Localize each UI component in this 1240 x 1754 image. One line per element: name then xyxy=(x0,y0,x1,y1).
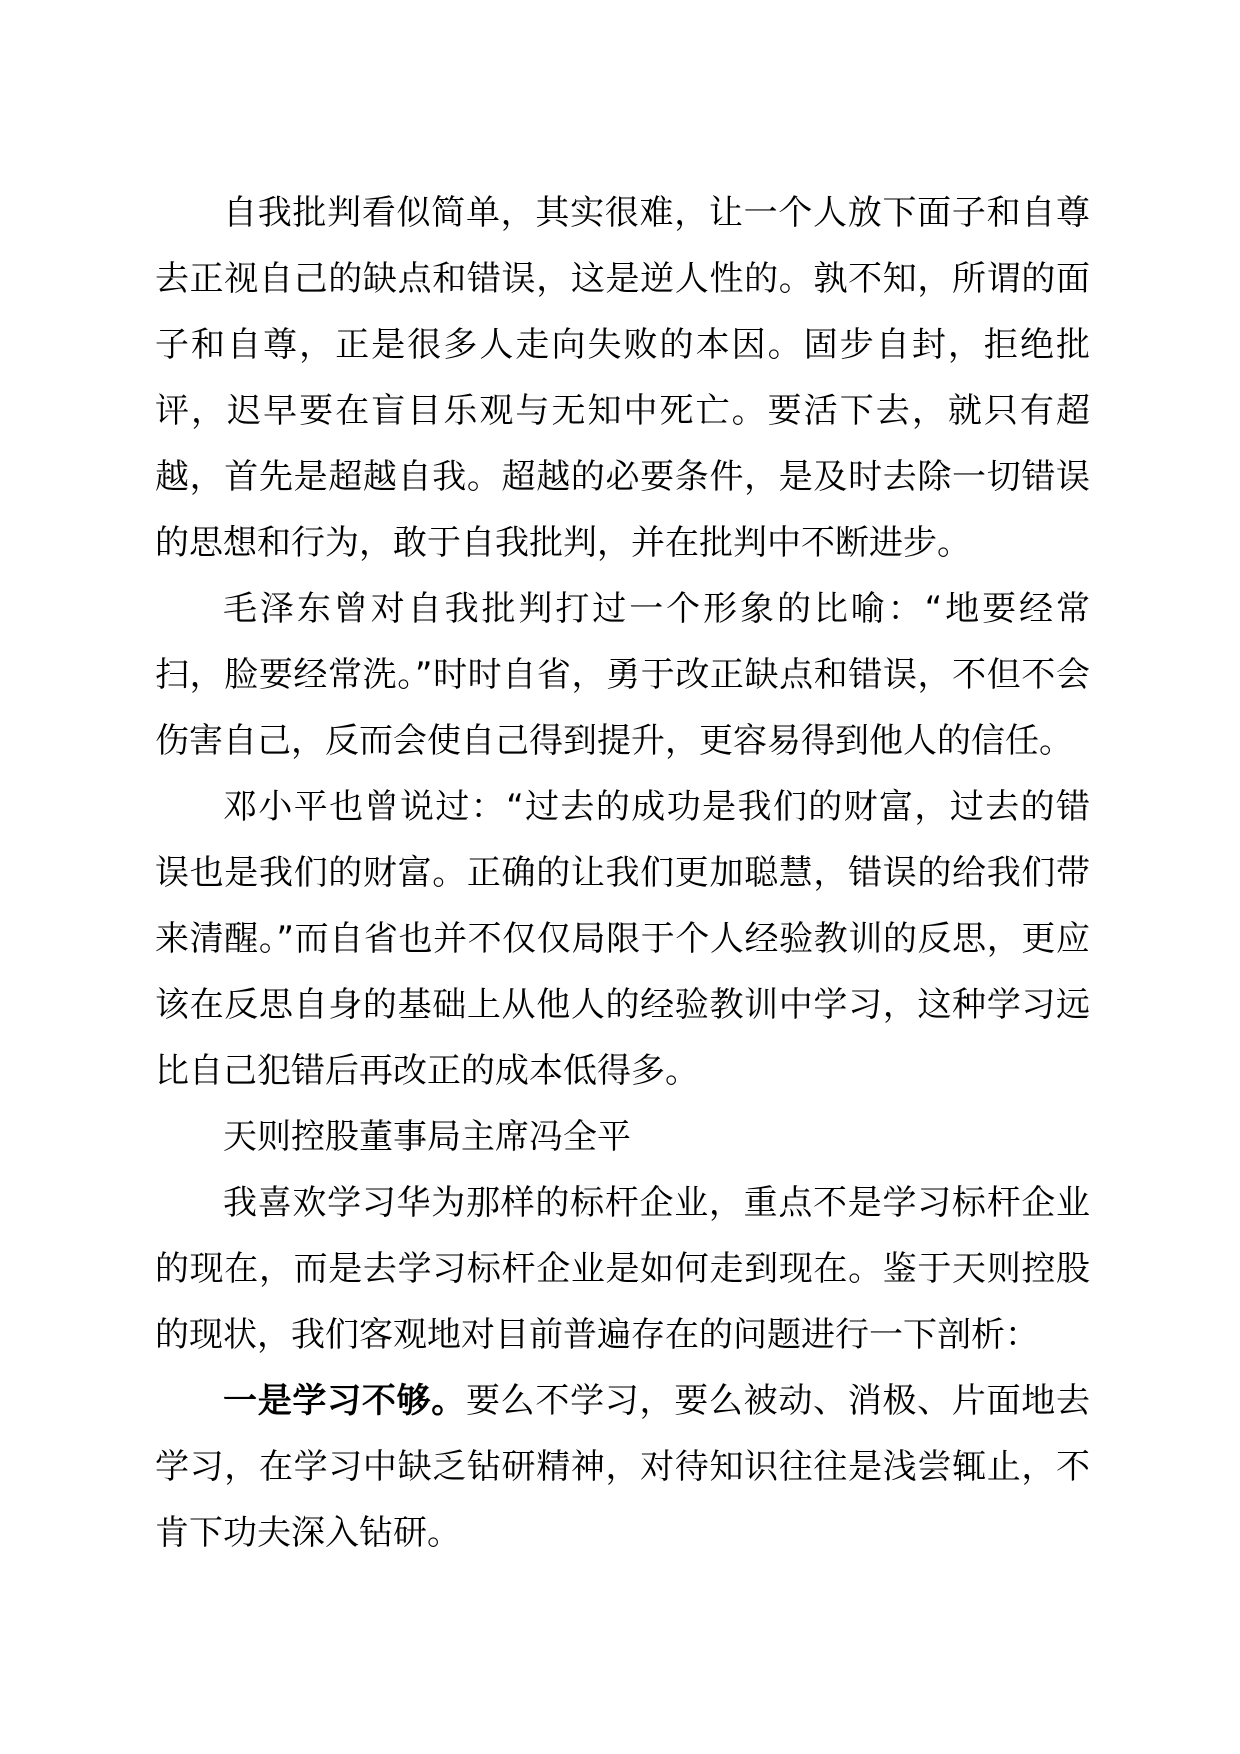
paragraph-text: 邓小平也曾说过：“过去的成功是我们的财富，过去的错误也是我们的财富。正确的让我们更加聪慧，错误的给我们带来清醒。”而自省也并不仅仅局限于个人经验教训的反思，更应该在反思自身的基础上从他人的经验教训中学习，这种学习远比自己犯错后再改正的成本低得多。 xyxy=(155,787,1090,1091)
paragraph-text: 天则控股董事局主席冯全平 xyxy=(223,1117,631,1157)
paragraph-text: 毛泽东曾对自我批判打过一个形象的比喻：“地要经常扫，脸要经常洗。”时时自省，勇于改正缺点和错误，不但不会伤害自己，反而会使自己得到提升，更容易得到他人的信任。 xyxy=(155,589,1090,761)
paragraph-text: 自我批判看似简单，其实很难，让一个人放下面子和自尊去正视自己的缺点和错误，这是逆人性的。孰不知，所谓的面子和自尊，正是很多人走向失败的本因。固步自封，拒绝批评，迟早要在盲目乐观与无知中死亡。要活下去，就只有超越，首先是超越自我。超越的必要条件，是及时去除一切错误的思想和行为，敢于自我批判，并在批判中不断进步。 xyxy=(155,193,1090,563)
paragraph-self-criticism xyxy=(155,180,1090,576)
paragraph-benchmark xyxy=(155,1170,1090,1368)
paragraph-deng-quote xyxy=(155,774,1090,1104)
paragraph-mao-quote xyxy=(155,576,1090,774)
paragraph-text: 我喜欢学习华为那样的标杆企业，重点不是学习标杆企业的现在，而是去学习标杆企业是如何走到现在。鉴于天则控股的现状，我们客观地对目前普遍存在的问题进行一下剖析： xyxy=(155,1183,1090,1355)
paragraph-text: 要么不学习，要么被动、消极、片面地去学习，在学习中缺乏钻研精神，对待知识往往是浅尝辄止，不肯下功夫深入钻研。 xyxy=(155,1381,1091,1553)
paragraph-speaker-line xyxy=(155,1104,1090,1170)
document-body xyxy=(155,180,1090,1566)
paragraph-lead-bold: 一是学习不够。 xyxy=(223,1381,466,1421)
paragraph-point-one xyxy=(155,1368,1090,1566)
